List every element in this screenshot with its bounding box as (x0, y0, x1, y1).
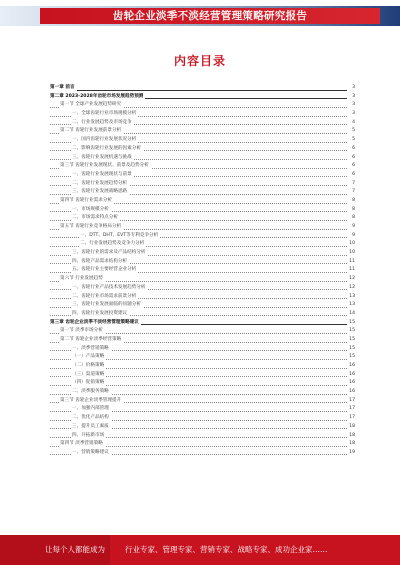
toc-page-number: 3 (347, 93, 355, 102)
toc-entry[interactable] (50, 362, 355, 371)
toc-entry-text: 一、营销策略建议 (72, 449, 111, 458)
toc-entry-text: （三）渠道策略 (72, 371, 106, 380)
toc-page-number: 6 (347, 162, 355, 171)
toc-entry[interactable] (50, 84, 355, 93)
toc-entry-text: 一、国内齿轮行业发展状况分析 (72, 136, 138, 145)
toc-page-number: 17 (347, 397, 355, 406)
toc-entry[interactable] (50, 275, 355, 284)
toc-page-number: 11 (347, 266, 355, 275)
toc-entry[interactable] (50, 93, 355, 102)
toc-entry[interactable] (50, 110, 355, 119)
toc-page-number: 15 (347, 345, 355, 354)
toc-entry[interactable] (50, 379, 355, 388)
toc-entry-text: 一、市场规模分析 (72, 206, 111, 215)
toc-entry-text: 三、齿轮行业发展战略思路 (72, 188, 129, 197)
toc-entry[interactable] (50, 171, 355, 180)
toc-page-number: 15 (347, 336, 355, 345)
toc-entry-text: 一、DTT、DHT、EVT等专利竞争分析 (80, 232, 160, 241)
toc-page-number: 7 (347, 180, 355, 189)
toc-page-number: 4 (347, 119, 355, 128)
toc-page-number: 18 (347, 440, 355, 449)
toc-entry-text: 第三章 齿轮企业淡季不淡经营管理策略建议 (50, 319, 141, 328)
toc-page-number: 13 (347, 301, 355, 310)
toc-entry-text: 三、齿轮行业的需求及产品结构分析 (72, 249, 148, 258)
toc-entry[interactable] (50, 180, 355, 189)
toc-entry-text: 四、齿轮行业发展投资建议 (72, 310, 129, 319)
toc-entry[interactable] (50, 240, 355, 249)
toc-entry[interactable] (50, 327, 355, 336)
toc-entry-text: 第四节 齿轮行业需求分析 (60, 197, 114, 206)
footer (0, 535, 400, 565)
toc-entry[interactable] (50, 119, 355, 128)
toc-entry-text: 第六节 行业发展趋势 (60, 275, 105, 284)
toc-page-number: 5 (347, 136, 355, 145)
toc-entry-text: 第四节 淡季营销策略 (60, 440, 105, 449)
toc-entry[interactable] (50, 345, 355, 354)
toc-entry[interactable] (50, 206, 355, 215)
toc-entry-text: 四、齿轮产品需求结构分析 (72, 258, 129, 267)
toc-entry-text: （一）产品策略 (72, 353, 106, 362)
toc-page-number: 10 (347, 240, 355, 249)
toc-page-number: 17 (347, 405, 355, 414)
toc-entry-text: 二、齿轮行业市场需求前景分析 (72, 293, 138, 302)
toc-entry[interactable] (50, 371, 355, 380)
toc-entry[interactable] (50, 353, 355, 362)
toc-entry[interactable] (50, 127, 355, 136)
toc-page-number: 12 (347, 284, 355, 293)
toc-page-number: 8 (347, 214, 355, 223)
toc-page-number: 8 (347, 197, 355, 206)
table-of-contents (50, 84, 355, 458)
toc-entry[interactable] (50, 188, 355, 197)
toc-entry[interactable] (50, 249, 355, 258)
toc-entry-text: 二、行业发展趋势及竞争力分析 (80, 240, 146, 249)
toc-entry-text: 五、齿轮行业主要经营企业分析 (72, 266, 138, 275)
toc-entry[interactable] (50, 449, 355, 458)
toc-entry[interactable] (50, 145, 355, 154)
toc-page-number: 18 (347, 432, 355, 441)
toc-entry-text: 一、齿轮行业发展现状与前景 (72, 171, 134, 180)
toc-title: 内容目录 (173, 54, 226, 68)
toc-entry-text: 第一节 淡季市场分析 (60, 327, 105, 336)
toc-entry-text: 三、齿轮行业发展面临的问题分析 (72, 301, 143, 310)
toc-entry[interactable] (50, 258, 355, 267)
toc-entry[interactable] (50, 432, 355, 441)
toc-entry[interactable] (50, 388, 355, 397)
toc-leader-dots (50, 90, 347, 91)
toc-page-number: 7 (347, 188, 355, 197)
toc-entry[interactable] (50, 336, 355, 345)
toc-entry[interactable] (50, 405, 355, 414)
toc-page-number: 15 (347, 353, 355, 362)
toc-entry-text: 三、齿轮行业发展机遇与挑战 (72, 154, 134, 163)
toc-entry[interactable] (50, 397, 355, 406)
toc-entry-text: 二、淡季服务策略 (72, 388, 111, 397)
toc-entry-text: 四、开拓新市场 (72, 432, 106, 441)
toc-entry-text: 第一节 全球产业发展趋势研究 (60, 101, 123, 110)
toc-entry[interactable] (50, 301, 355, 310)
toc-page-number: 17 (347, 414, 355, 423)
toc-page-number: 5 (347, 127, 355, 136)
toc-entry-text: 一、淡季营销策略 (72, 345, 111, 354)
toc-entry-text: （四）促销策略 (72, 379, 106, 388)
toc-page-number: 11 (347, 258, 355, 267)
toc-entry-text: 第一章 前言 (50, 84, 77, 93)
toc-entry-text: 第二节 齿轮企业淡季经营策略 (60, 336, 123, 345)
toc-page-number: 9 (347, 232, 355, 241)
toc-entry-text: 第三节 齿轮企业淡季管理提升 (60, 397, 123, 406)
toc-entry-text: 一、齿轮行业产品技术发展趋势分析 (72, 284, 148, 293)
toc-entry[interactable] (50, 223, 355, 232)
toc-page-number: 15 (347, 327, 355, 336)
toc-entry[interactable] (50, 154, 355, 163)
toc-page-number: 15 (347, 319, 355, 328)
toc-page-number: 3 (347, 101, 355, 110)
toc-entry[interactable] (50, 414, 355, 423)
toc-entry[interactable] (50, 266, 355, 275)
report-header (0, 0, 400, 34)
toc-page-number: 3 (347, 84, 355, 93)
toc-page-number: 8 (347, 206, 355, 215)
toc-entry-text: 第五节 齿轮行业竞争格局分析 (60, 223, 123, 232)
toc-page-number: 18 (347, 423, 355, 432)
toc-page-number: 9 (347, 223, 355, 232)
report-title: 齿轮企业淡季不淡经营管理策略研究报告 (112, 10, 308, 22)
toc-entry-text: 三、提升员工素质 (72, 423, 111, 432)
toc-entry[interactable] (50, 197, 355, 206)
toc-entry-text: （二）价格策略 (72, 362, 106, 371)
toc-entry-text: 一、加强内部管理 (72, 405, 111, 414)
toc-entry-text: 第二章 2023-2028年齿轮市场发展趋势预测 (50, 93, 145, 102)
toc-page-number: 16 (347, 371, 355, 380)
toc-entry-text: 二、市场需求特点分析 (72, 214, 120, 223)
footer-slogan-left: 让每个人都能成为 (45, 545, 105, 554)
toc-page-number: 6 (347, 171, 355, 180)
toc-entry[interactable] (50, 319, 355, 328)
toc-page-number: 3 (347, 110, 355, 119)
toc-entry[interactable] (50, 101, 355, 110)
toc-entry[interactable] (50, 162, 355, 171)
toc-entry-text: 二、行业发展趋势及市场竞争 (72, 119, 134, 128)
toc-page-number: 6 (347, 154, 355, 163)
toc-entry[interactable] (50, 293, 355, 302)
toc-page-number: 12 (347, 275, 355, 284)
toc-entry[interactable] (50, 284, 355, 293)
toc-entry[interactable] (50, 214, 355, 223)
toc-page-number: 6 (347, 145, 355, 154)
toc-entry[interactable] (50, 136, 355, 145)
toc-entry[interactable] (50, 310, 355, 319)
toc-entry-text: 第三节 齿轮行业发展现状、前景及趋势分析 (60, 162, 151, 171)
toc-entry-text: 第二节 齿轮行业发展前景分析 (60, 127, 123, 136)
toc-entry-text: 二、影响齿轮行业发展的因素分析 (72, 145, 143, 154)
toc-page-number: 16 (347, 388, 355, 397)
toc-page-number: 16 (347, 362, 355, 371)
toc-page-number: 10 (347, 249, 355, 258)
toc-page-number: 13 (347, 293, 355, 302)
toc-entry[interactable] (50, 440, 355, 449)
toc-page-number: 14 (347, 310, 355, 319)
toc-entry-text: 二、齿轮行业发展趋势分析 (72, 180, 129, 189)
toc-page-number: 19 (347, 449, 355, 458)
toc-page-number: 16 (347, 379, 355, 388)
toc-entry[interactable] (50, 423, 355, 432)
toc-entry[interactable] (50, 232, 355, 241)
footer-slogan-right: 行业专家、管理专家、营销专家、战略专家、成功企业家…… (125, 545, 328, 554)
toc-entry-text: 一、全球齿轮行业市场规模分析 (72, 110, 138, 119)
toc-entry-text: 二、优化产品结构 (72, 414, 111, 423)
